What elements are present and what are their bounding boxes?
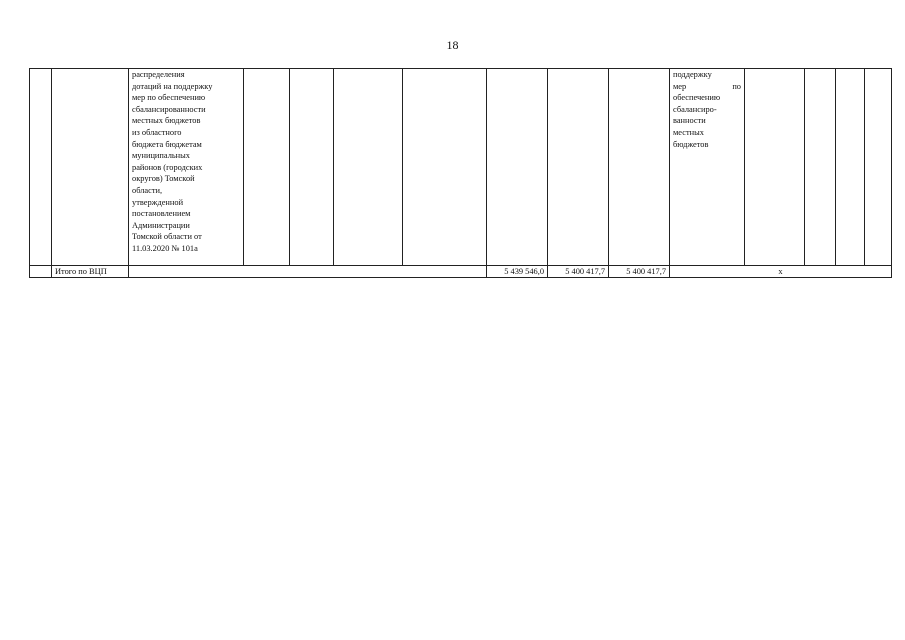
total-value-3: 5 400 417,7 (609, 266, 670, 278)
total-value-1: 5 439 546,0 (487, 266, 548, 278)
table-cell-number (30, 266, 52, 278)
indicator-text: обеспечению сбалансиро- ванности местных бюджетов (673, 93, 721, 149)
table-cell (805, 69, 836, 266)
table-cell (609, 69, 670, 266)
table-cell (244, 69, 290, 266)
table-cell (403, 69, 487, 266)
page-number: 18 (446, 38, 459, 52)
table-cell-description: распределения дотаций на поддержку мер по обеспечению сбалансированности местных бюджетов из областного бюджета бюджетам муниципальных районов (городских округов) Томской области, утвержденной постановлением Администрации Томской области от 11.03.2020 № 101а (129, 69, 244, 266)
indicator-line: поддержку (673, 70, 712, 79)
total-mark: x (670, 266, 892, 278)
table-cell-number (30, 69, 52, 266)
table-cell (836, 69, 865, 266)
table-row (30, 69, 892, 266)
table-cell-merged (129, 266, 487, 278)
budget-table (29, 68, 892, 278)
indicator-line-justified (673, 81, 741, 93)
indicator-word: мер (673, 81, 687, 91)
table-cell (290, 69, 334, 266)
table-cell (745, 69, 805, 266)
table-cell (548, 69, 609, 266)
indicator-word: по (732, 81, 741, 91)
table-row-total (30, 266, 892, 278)
table-cell (334, 69, 403, 266)
table-cell-indicator (670, 69, 745, 266)
table-cell-name (52, 69, 129, 266)
table-cell (865, 69, 892, 266)
table-cell (487, 69, 548, 266)
total-label: Итого по ВЦП (52, 266, 129, 278)
total-value-2: 5 400 417,7 (548, 266, 609, 278)
